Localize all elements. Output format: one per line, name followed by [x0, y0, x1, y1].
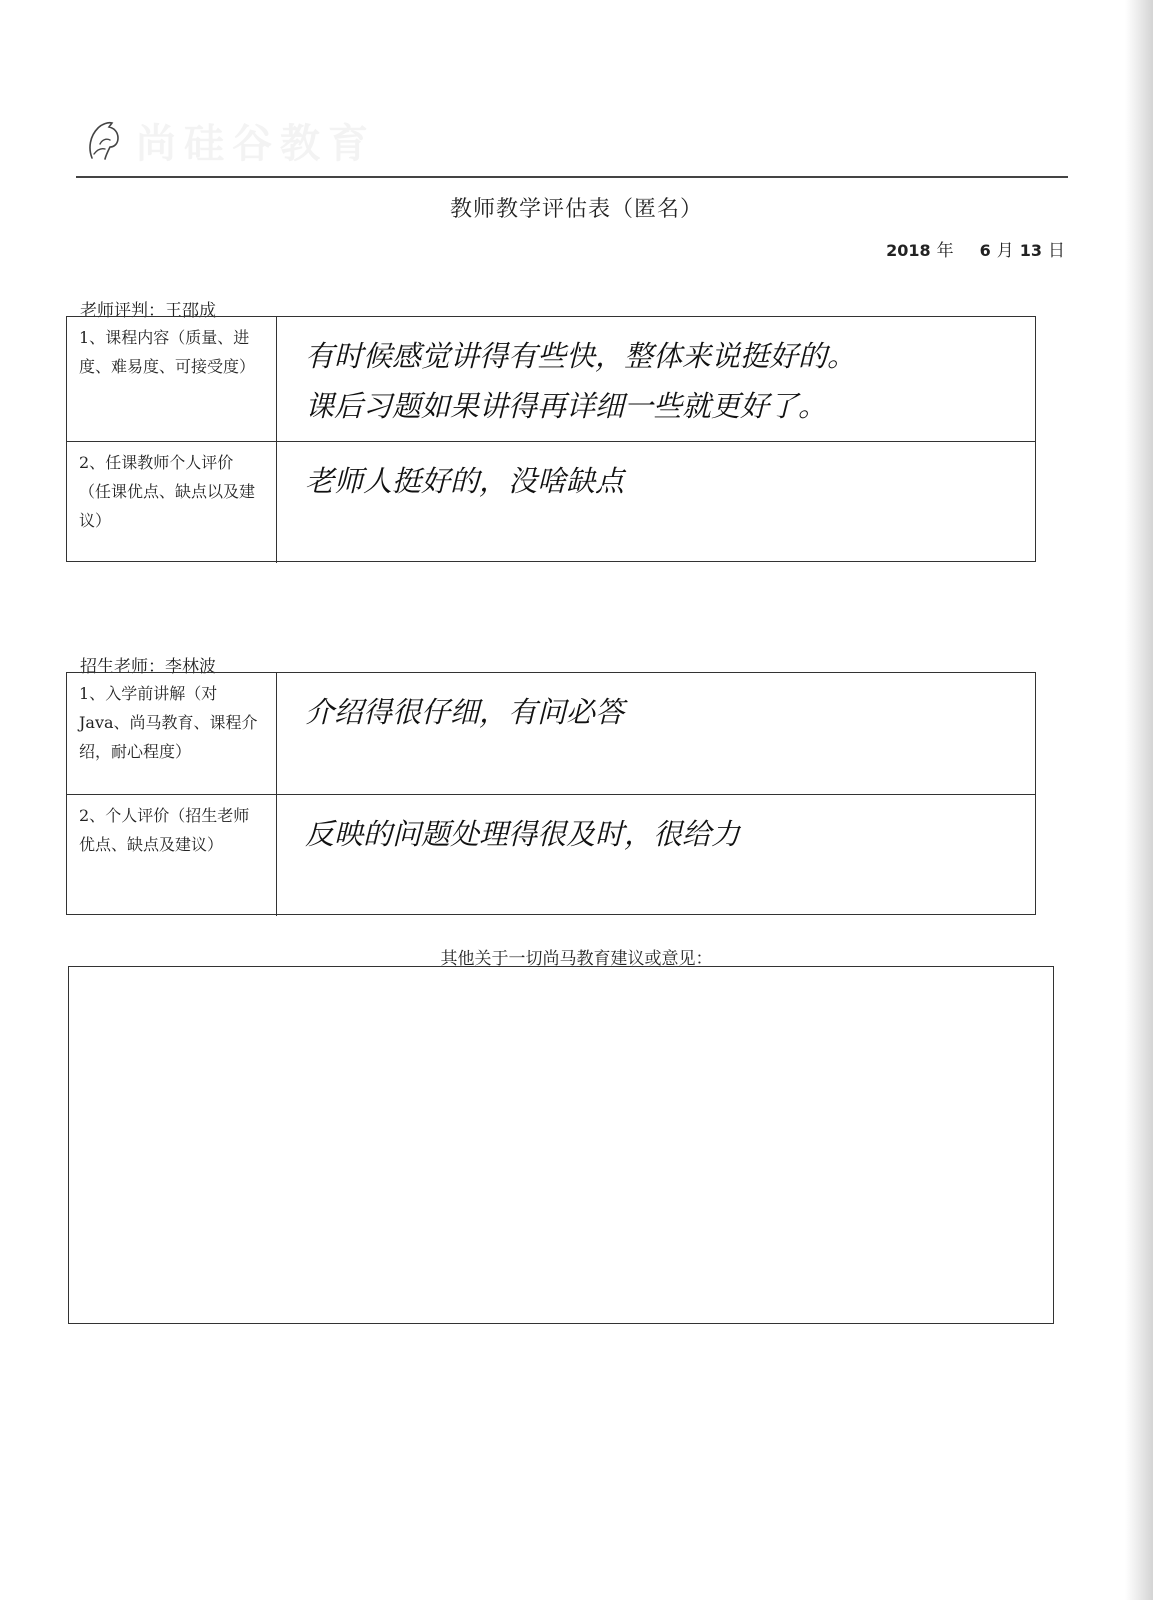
- answer-line: 介绍得很仔细，有问必答: [305, 695, 625, 729]
- answer-line: 课后习题如果讲得再详细一些就更好了。: [305, 389, 828, 423]
- answer-line: 老师人挺好的，没啥缺点: [305, 464, 625, 498]
- question-text: 任课教师个人评价（任课优点、缺点以及建议）: [79, 453, 256, 530]
- answer-line: 反映的问题处理得很及时，很给力: [305, 817, 741, 851]
- date-day: 13: [1019, 241, 1042, 260]
- date-month: 6: [979, 241, 991, 260]
- logo: [78, 112, 376, 168]
- question-number: 2、: [79, 806, 106, 825]
- date-year-unit: 年: [936, 241, 954, 261]
- horse-logo-icon: [78, 114, 130, 166]
- question-number: 1、: [79, 328, 106, 347]
- question-number: 1、: [79, 684, 106, 703]
- question-number: 2、: [79, 453, 106, 472]
- answer-line: 有时候感觉讲得有些快，整体来说挺好的。: [305, 339, 857, 373]
- scan-edge-shadow: [1125, 0, 1153, 1600]
- other-suggestions-label: 其他关于一切尚马教育建议或意见：: [440, 949, 713, 969]
- table-row: [67, 794, 1035, 916]
- date-month-unit: 月: [996, 241, 1014, 261]
- table-row: [67, 441, 1035, 563]
- date-year: 2018: [886, 241, 931, 260]
- teacher-eval-table: [66, 316, 1036, 562]
- admissions-section-label: 招生老师：李林波: [80, 657, 216, 677]
- question-text: 入学前讲解（对Java、尚马教育、课程介绍，耐心程度）: [79, 684, 258, 761]
- date: [886, 236, 1065, 261]
- question-cell: [67, 673, 277, 794]
- question-text: 课程内容（质量、进度、难易度、可接受度）: [79, 328, 256, 376]
- teacher-section-label: 老师评判：王邵成: [80, 301, 216, 321]
- header-rule: [76, 176, 1068, 178]
- table-row: [67, 673, 1035, 794]
- question-cell: [67, 317, 277, 441]
- question-cell: [67, 442, 277, 563]
- date-day-unit: 日: [1048, 241, 1065, 261]
- question-text: 个人评价（招生老师优点、缺点及建议）: [79, 806, 250, 854]
- answer-cell[interactable]: [277, 673, 1035, 794]
- answer-cell[interactable]: [277, 795, 1035, 916]
- answer-cell[interactable]: [277, 442, 1035, 563]
- other-suggestions-box[interactable]: [68, 966, 1054, 1324]
- page-title: 教师教学评估表（匿名）: [449, 197, 703, 222]
- answer-cell[interactable]: [277, 317, 1035, 441]
- question-cell: [67, 795, 277, 916]
- table-row: [67, 317, 1035, 441]
- logo-text: 尚硅谷教育: [136, 120, 376, 167]
- admissions-eval-table: [66, 672, 1036, 915]
